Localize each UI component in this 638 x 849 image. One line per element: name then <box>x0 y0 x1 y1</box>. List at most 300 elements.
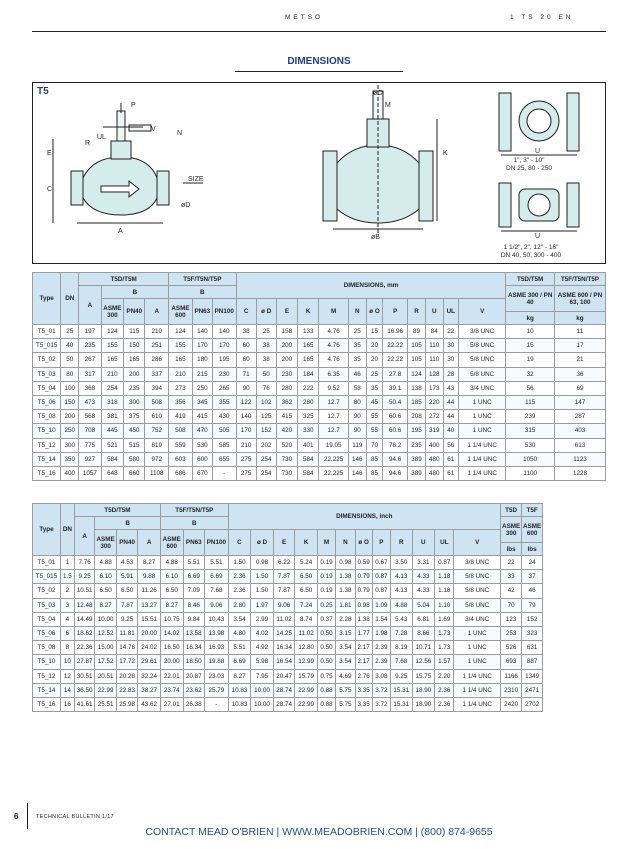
table-cell: 22.22 <box>383 339 408 353</box>
table-body <box>33 556 607 712</box>
table-cell: 170 <box>192 339 212 353</box>
table-cell: 36.50 <box>74 683 94 697</box>
group-dimensions: DIMENSIONS, mm <box>236 273 506 299</box>
col-dim: C <box>236 299 256 325</box>
table-cell: 400 <box>61 466 79 480</box>
dim-letter: M <box>385 102 391 109</box>
table-cell: 1166 <box>500 669 522 683</box>
table-cell: 235 <box>79 339 101 353</box>
table-cell: 1 1/4 UNC <box>458 438 505 452</box>
dim-letter: C <box>47 186 53 193</box>
table-row <box>33 697 607 711</box>
caption-line: DN 25, 80 - 250 <box>506 165 552 172</box>
table-cell: 22.01 <box>160 669 183 683</box>
table-cell: 20.00 <box>160 655 183 669</box>
table-cell: 2.36 <box>228 570 251 584</box>
table-cell: 6.22 <box>273 556 295 570</box>
table-cell: 24 <box>522 556 542 570</box>
table-cell: 323 <box>522 626 542 640</box>
dim-letter: E <box>47 150 52 157</box>
table-spacer <box>542 598 606 612</box>
table-cell: 12.7 <box>319 395 349 409</box>
table-cell: 125 <box>256 410 276 424</box>
table-cell: 29.61 <box>138 655 161 669</box>
table-cell: 173 <box>425 381 443 395</box>
table-cell: 7.76 <box>74 556 94 570</box>
table-cell: 1.81 <box>336 598 355 612</box>
table-cell: 319 <box>425 424 443 438</box>
col-dim: U <box>425 299 443 325</box>
table-cell: 38 <box>256 339 276 353</box>
dim-letter: øB <box>371 234 380 241</box>
table-cell: 1.18 <box>435 584 454 598</box>
table-cell: 16.54 <box>273 655 295 669</box>
table-cell: 100 <box>61 381 79 395</box>
table-cell: 61 <box>443 452 458 466</box>
table-cell: 0.19 <box>317 556 335 570</box>
table-cell: 150 <box>61 395 79 409</box>
type-cell: T5_12 <box>33 438 61 452</box>
table-cell: 20 <box>366 353 383 367</box>
table-cell: 20.28 <box>116 669 138 683</box>
table-cell: 7.87 <box>273 584 295 598</box>
table-cell: 60 <box>236 353 256 367</box>
table-cell: 2.39 <box>372 641 390 655</box>
table-cell: 0.19 <box>317 584 335 598</box>
table-cell: 23.03 <box>205 669 229 683</box>
table-cell: 56 <box>443 438 458 452</box>
table-cell: 22.225 <box>319 466 349 480</box>
table-cell: 10.83 <box>228 697 251 711</box>
table-cell: 2471 <box>522 683 542 697</box>
table-cell: 122 <box>236 395 256 409</box>
table-spacer <box>542 626 606 640</box>
table-cell: 1 UNC <box>458 395 505 409</box>
table-cell: 2.36 <box>435 697 454 711</box>
table-cell: 3.15 <box>336 626 355 640</box>
table-cell: 2.28 <box>336 612 355 626</box>
table-cell: 124 <box>169 325 193 339</box>
table-cell: 195 <box>212 353 236 367</box>
table-cell: 415 <box>192 410 212 424</box>
table-cell: 25.51 <box>95 697 117 711</box>
table-cell: 20 <box>366 339 383 353</box>
type-cell: T5_12 <box>33 669 61 683</box>
group-weight-1: T5D/T5M <box>506 273 555 286</box>
table-cell: 22 <box>443 325 458 339</box>
dim-letter: U <box>535 233 541 240</box>
table-cell: 254 <box>256 466 276 480</box>
table-cell: 5.75 <box>336 683 355 697</box>
table-cell: 6.35 <box>319 367 349 381</box>
table-cell: 403 <box>554 424 605 438</box>
table-cell: 450 <box>124 424 145 438</box>
table-body <box>33 325 606 481</box>
table-cell: 7.24 <box>295 598 318 612</box>
table-cell: 10 <box>506 325 555 339</box>
table-cell: 337 <box>145 367 169 381</box>
table-cell: 1050 <box>506 452 555 466</box>
table-cell: 90 <box>348 410 366 424</box>
table-cell: 7.68 <box>205 584 229 598</box>
type-cell: T5_10 <box>33 424 61 438</box>
table-cell: 11.02 <box>295 626 318 640</box>
col-asme600: ASME 600 <box>160 530 183 556</box>
table-cell: 1 1/4 UNC <box>458 452 505 466</box>
table-cell: 25 <box>366 367 383 381</box>
dim-letter: SIZE <box>188 176 204 183</box>
table-cell: 90 <box>348 424 366 438</box>
table-cell: 184 <box>298 367 319 381</box>
table-cell: 22.83 <box>116 683 138 697</box>
table-cell: 4 <box>60 612 74 626</box>
table-row <box>33 683 607 697</box>
table-cell: 8 <box>60 641 74 655</box>
table-cell: 16 <box>60 697 74 711</box>
table-cell: 1.38 <box>355 612 372 626</box>
table-cell: 1 1/4 UNC <box>458 466 505 480</box>
col-a: A <box>74 517 94 556</box>
table-cell: 670 <box>192 466 212 480</box>
table-cell: 8.66 <box>412 626 435 640</box>
table-cell: 251 <box>145 339 169 353</box>
table-cell: 2 <box>60 584 74 598</box>
table-cell: 2.39 <box>372 655 390 669</box>
table-cell: 0.87 <box>372 584 390 598</box>
col-dim: ø O <box>355 530 372 556</box>
table-cell: 21 <box>554 353 605 367</box>
group-t5d: T5D/T5M <box>79 273 169 286</box>
table-cell: 3.54 <box>228 612 251 626</box>
table-cell: 55 <box>366 410 383 424</box>
table-cell: 585 <box>212 438 236 452</box>
table-cell: 105 <box>408 339 426 353</box>
table-cell: 138 <box>408 381 426 395</box>
table-cell: 60.6 <box>383 424 408 438</box>
col-dim: ø D <box>251 530 274 556</box>
col-dim: N <box>348 299 366 325</box>
table-cell: 330 <box>298 424 319 438</box>
table-cell: 5/8 UNC <box>458 353 505 367</box>
table-cell: 5.43 <box>391 612 413 626</box>
table-cell: 2.36 <box>435 683 454 697</box>
table-cell: 2.36 <box>228 584 251 598</box>
table-cell: 580 <box>124 452 145 466</box>
col-dim: M <box>319 299 349 325</box>
table-cell: 2420 <box>500 697 522 711</box>
dimensions-mm-table <box>32 272 606 481</box>
caption-line: DN 40, 50, 300 - 400 <box>500 252 562 259</box>
dim-letter: K <box>443 150 448 157</box>
table-cell: 18.90 <box>412 683 435 697</box>
table-cell: 3/8 UNC <box>454 556 500 570</box>
table-cell: 55 <box>366 424 383 438</box>
header-brand: METSO <box>285 14 324 21</box>
table-cell: 32 <box>506 367 555 381</box>
table-cell: 20.87 <box>183 669 205 683</box>
table-cell: 158 <box>276 325 297 339</box>
page-title: DIMENSIONS <box>287 56 351 67</box>
col-pn40: PN40 <box>124 299 145 325</box>
table-cell: 0.75 <box>317 669 335 683</box>
table-cell: 43 <box>443 381 458 395</box>
table-cell: 3 <box>60 598 74 612</box>
table-cell: 28.74 <box>273 697 295 711</box>
table-cell: 1.97 <box>251 598 274 612</box>
table-cell: 9.25 <box>391 669 413 683</box>
table-cell: 1.73 <box>435 641 454 655</box>
col-dim: V <box>458 299 505 325</box>
table-cell: 14.02 <box>160 626 183 640</box>
dim-letter: øD <box>181 202 191 209</box>
table-cell: 4.76 <box>319 353 349 367</box>
table-cell: 4.92 <box>251 641 274 655</box>
table-cell: 254 <box>101 381 123 395</box>
table-cell: 235 <box>124 381 145 395</box>
table-cell: 2.17 <box>355 655 372 669</box>
table-cell: 3.31 <box>412 556 435 570</box>
table-cell: 287 <box>554 410 605 424</box>
table-cell: 152 <box>256 424 276 438</box>
table-cell: 4.69 <box>336 669 355 683</box>
table-row <box>33 367 606 381</box>
table-cell: 603 <box>169 452 193 466</box>
table-cell: 254 <box>256 452 276 466</box>
table-cell: 235 <box>408 438 426 452</box>
table-cell: 23.74 <box>160 683 183 697</box>
col-asme300: ASME 300 <box>95 530 117 556</box>
weight-unit: lbs <box>522 543 542 556</box>
table-cell: 147 <box>554 395 605 409</box>
table-cell: 35 <box>348 353 366 367</box>
table-cell: 9.84 <box>183 612 205 626</box>
table-cell: 230 <box>212 367 236 381</box>
table-cell: 6.69 <box>205 570 229 584</box>
table-cell: 18.90 <box>412 697 435 711</box>
table-cell: 15.31 <box>391 683 413 697</box>
table-cell: 20.00 <box>138 626 161 640</box>
table-cell: 18.50 <box>183 655 205 669</box>
table-cell: 13.58 <box>183 626 205 640</box>
table-cell: 2.17 <box>355 641 372 655</box>
table-cell: 300 <box>124 395 145 409</box>
table-cell: 12.7 <box>319 424 349 438</box>
table-cell: 16.34 <box>273 641 295 655</box>
table-cell: 1 1/4 UNC <box>454 683 500 697</box>
table-cell: 2.76 <box>355 669 372 683</box>
dim-letter: N <box>177 130 183 137</box>
table-cell: 253 <box>500 626 522 640</box>
table-cell: 18.62 <box>74 626 94 640</box>
col-dim: E <box>273 530 295 556</box>
table-cell: 61 <box>443 466 458 480</box>
table-cell: 27.8 <box>383 367 408 381</box>
table-cell: 44 <box>443 410 458 424</box>
table-cell: 1 UNC <box>458 410 505 424</box>
table-cell: 0.87 <box>372 570 390 584</box>
table-cell: 9.25 <box>116 612 138 626</box>
table-cell: - <box>205 697 229 711</box>
table-cell: 3.72 <box>372 683 390 697</box>
table-cell: 22.225 <box>319 452 349 466</box>
table-cell: 1 UNC <box>454 626 500 640</box>
table-cell: 315 <box>506 424 555 438</box>
col-type: Type <box>33 273 61 325</box>
table-cell: 16.93 <box>205 641 229 655</box>
table-cell: 0.88 <box>317 697 335 711</box>
table-cell: 150 <box>124 339 145 353</box>
type-cell: T5_04 <box>33 612 61 626</box>
col-dim: K <box>295 530 318 556</box>
table-cell: 2.80 <box>228 598 251 612</box>
group-t5f: T5F/T5N/T5P <box>160 504 228 517</box>
table-cell: 14 <box>60 683 74 697</box>
table-cell: 8.27 <box>138 556 161 570</box>
table-cell: 22 <box>500 556 522 570</box>
table-cell: 0.59 <box>355 556 372 570</box>
bulletin-label: TECHNICAL BULLETIN 1/17 <box>36 814 114 820</box>
table-cell: 8.27 <box>160 598 183 612</box>
col-dim: V <box>454 530 500 556</box>
table-cell: 280 <box>298 395 319 409</box>
table-cell: 8.46 <box>183 598 205 612</box>
table-row <box>33 570 607 584</box>
table-cell: 0.50 <box>317 641 335 655</box>
table-cell: 470 <box>192 424 212 438</box>
table-row <box>33 410 606 424</box>
table-spacer <box>542 556 606 570</box>
table-cell: 655 <box>212 452 236 466</box>
table-row <box>33 452 606 466</box>
group-weight-2: T5F <box>522 504 542 517</box>
table-cell: 14.76 <box>116 641 138 655</box>
table-cell: 50 <box>61 353 79 367</box>
table-cell: 887 <box>522 655 542 669</box>
type-cell: T5_01 <box>33 556 61 570</box>
table-cell: 350 <box>61 452 79 466</box>
table-cell: 41.61 <box>74 697 94 711</box>
table-cell: 165 <box>124 353 145 367</box>
table-cell: 9.25 <box>74 570 94 584</box>
table-cell: 10.83 <box>228 683 251 697</box>
table-cell: 752 <box>145 424 169 438</box>
table-cell: 250 <box>61 424 79 438</box>
table-cell: 165 <box>169 353 193 367</box>
table-cell: 10.43 <box>205 612 229 626</box>
type-cell: T5_02 <box>33 584 61 598</box>
table-cell: 8.19 <box>391 641 413 655</box>
table-cell: 1123 <box>554 452 605 466</box>
table-cell: 215 <box>192 367 212 381</box>
valve-drawing <box>33 83 607 265</box>
table-cell: 11.02 <box>273 612 295 626</box>
contact-line: CONTACT MEAD O'BRIEN | WWW.MEADOBRIEN.COM | (800) 874-9655 <box>145 826 493 838</box>
dimension-drawing <box>32 82 606 264</box>
col-dim: N <box>336 530 355 556</box>
col-dim: K <box>298 299 319 325</box>
table-cell: 445 <box>101 424 123 438</box>
table-cell: 1.10 <box>435 598 454 612</box>
table-cell: 19.05 <box>319 438 349 452</box>
table-cell: 89 <box>408 325 426 339</box>
table-spacer <box>542 612 606 626</box>
table-cell: 25.98 <box>116 697 138 711</box>
caption-line: 1", 3" - 10" <box>513 157 545 164</box>
table-cell: 1.38 <box>336 570 355 584</box>
group-weight-1: T5D <box>500 504 522 517</box>
table-cell: 33 <box>500 570 522 584</box>
table-cell: 5/8 UNC <box>454 598 500 612</box>
weight-class-1: ASME 300 / PN 40 <box>506 286 555 312</box>
table-cell: 568 <box>79 410 101 424</box>
table-cell: 35 <box>348 339 366 353</box>
table-cell: 170 <box>236 424 256 438</box>
table-cell: 7.95 <box>251 669 274 683</box>
table-cell: 1 UNC <box>454 655 500 669</box>
table-cell: 6.50 <box>295 570 318 584</box>
table-cell: 4.80 <box>228 626 251 640</box>
table-cell: 4.02 <box>251 626 274 640</box>
weight-class-2: ASME 600 / PN 63, 100 <box>554 286 605 312</box>
table-cell: 140 <box>212 325 236 339</box>
table-cell: 286 <box>145 353 169 367</box>
table-cell: 1.57 <box>435 655 454 669</box>
table-cell: 12.48 <box>74 598 94 612</box>
table-cell: 3.35 <box>355 683 372 697</box>
table-cell: 4.76 <box>319 339 349 353</box>
table-cell: 165 <box>298 339 319 353</box>
table-cell: 4.13 <box>391 584 413 598</box>
table-cell: 7.09 <box>183 584 205 598</box>
table-cell: 318 <box>101 395 123 409</box>
table-cell: 39.1 <box>383 381 408 395</box>
table-row <box>33 424 606 438</box>
table-cell: 22.22 <box>383 353 408 367</box>
table-cell: 9.06 <box>273 598 295 612</box>
table-cell: 0.98 <box>251 556 274 570</box>
table-cell: 275 <box>236 452 256 466</box>
table-cell: 5/8 UNC <box>458 339 505 353</box>
table-cell: 381 <box>101 410 123 424</box>
table-cell: 210 <box>169 367 193 381</box>
table-cell: 85 <box>366 466 383 480</box>
type-cell: T5_015 <box>33 339 61 353</box>
table-cell: 480 <box>425 466 443 480</box>
table-cell: 0.50 <box>317 626 335 640</box>
table-cell: 14.49 <box>74 612 94 626</box>
table-cell: 16.34 <box>183 641 205 655</box>
table-cell: 526 <box>500 641 522 655</box>
table-cell: 730 <box>276 466 297 480</box>
table-cell: 222 <box>298 381 319 395</box>
table-cell: 0.88 <box>317 683 335 697</box>
table-cell: 152 <box>522 612 542 626</box>
table-cell: 6.10 <box>95 570 117 584</box>
col-a: A <box>145 299 169 325</box>
table-cell: 50 <box>256 367 276 381</box>
table-spacer <box>542 697 606 711</box>
table-cell: 819 <box>145 438 169 452</box>
table-cell: 1.50 <box>251 584 274 598</box>
table-cell: 10.51 <box>74 584 94 598</box>
table-cell: 79 <box>522 598 542 612</box>
table-cell: 4.33 <box>412 584 435 598</box>
table-cell: 200 <box>276 339 297 353</box>
table-cell: 1.54 <box>372 612 390 626</box>
col-dim: U <box>412 530 435 556</box>
col-dim: UL <box>435 530 454 556</box>
caption-line: 1 1/2", 2", 12" - 16" <box>503 244 559 251</box>
